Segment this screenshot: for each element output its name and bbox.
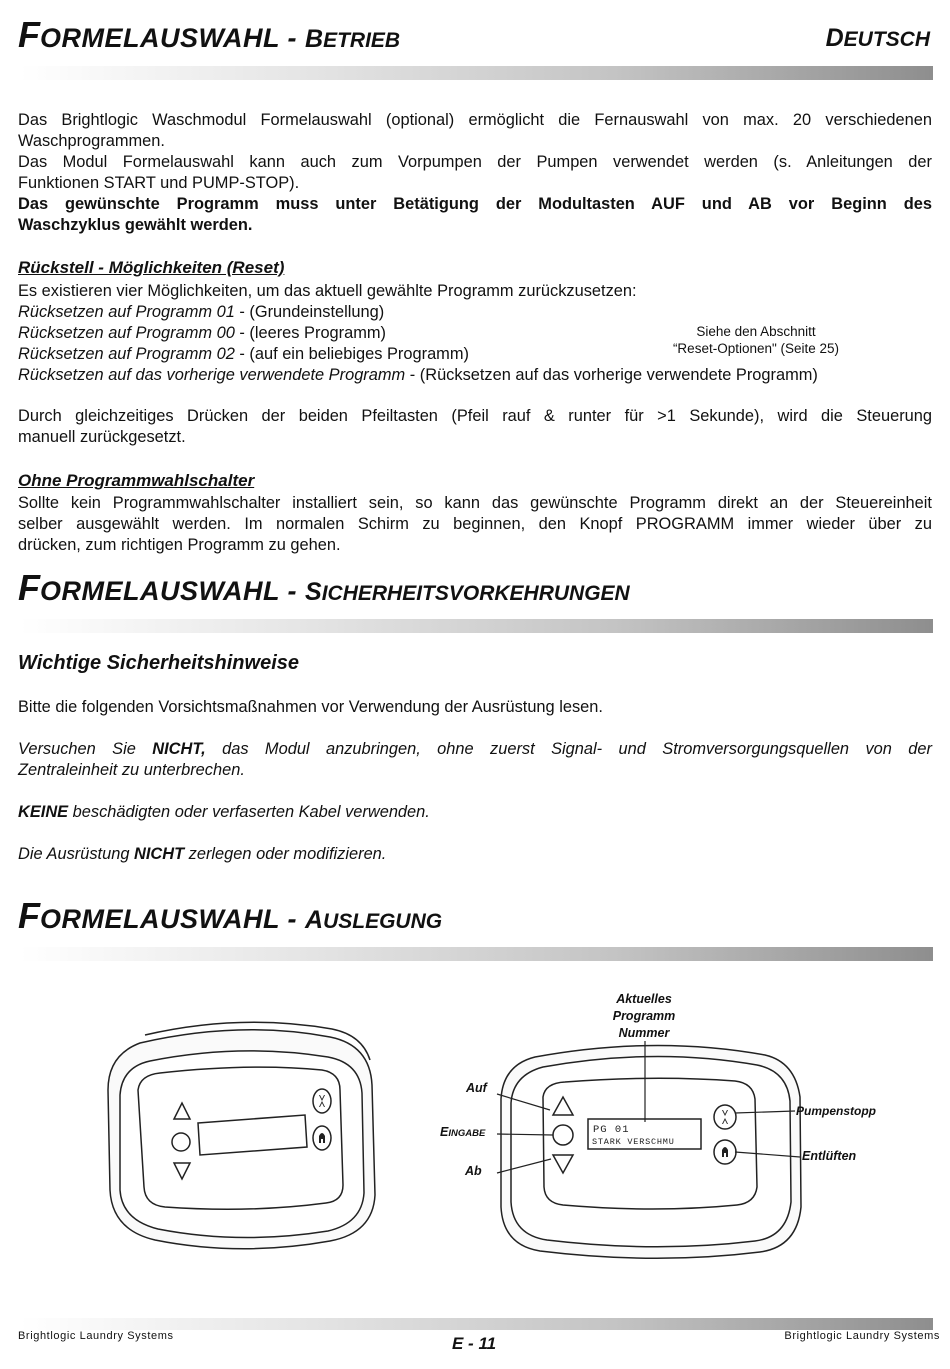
no-switch-text: Sollte kein Programmwahlschalter installiert sein, so kann das gewünschte Programm direkt an der Steuereinheit selber ausgewählt werden. Im normalen Schirm zu beginnen, den Knopf PROGRAMM immer wieder über zu drücken, zum richtigen Programm zu gehen. xyxy=(18,494,932,554)
manual-reset-text: Durch gleichzeitiges Drücken der beiden Pfeiltasten (Pfeil rauf & runter für >1 Sekunde), wird die Steuerung manuell zurückgesetzt. xyxy=(18,407,932,446)
lcd-line-1: PG 01 xyxy=(593,1124,630,1136)
safety-rule xyxy=(20,619,933,633)
safety-heading: Wichtige Sicherheitshinweise xyxy=(18,652,300,674)
reset-item: Rücksetzen auf Programm 01 - (Grundeinstellung) xyxy=(18,303,385,321)
reset-item: Rücksetzen auf Programm 00 - (leeres Programm) xyxy=(18,324,387,342)
page-number: E - 11 xyxy=(452,1334,497,1353)
header-rule xyxy=(20,66,933,80)
purge-label: Entlüften xyxy=(802,1149,857,1163)
layout-rule xyxy=(20,947,933,961)
enter-label: EINGABE xyxy=(440,1125,486,1139)
footer-left: Brightlogic Laundry Systems xyxy=(18,1330,174,1342)
page-title: FORMELAUSWAHL - BETRIEB xyxy=(18,14,401,55)
footer-rule xyxy=(20,1318,933,1330)
reset-item: Rücksetzen auf Programm 02 - (auf ein beliebiges Programm) xyxy=(18,345,469,363)
reset-item: Rücksetzen auf das vorherige verwendete Programm - (Rücksetzen auf das vorherige verwendete Programm) xyxy=(18,366,818,384)
pump-stop-label: Pumpenstopp xyxy=(796,1104,876,1118)
device-perspective-illustration xyxy=(100,1015,390,1265)
safety-title: FORMELAUSWAHL - SICHERHEITSVORKEHRUNGEN xyxy=(18,567,630,608)
down-label: Ab xyxy=(465,1164,482,1178)
layout-title: FORMELAUSWAHL - AUSLEGUNG xyxy=(18,895,443,936)
intro-text: Das Brightlogic Waschmodul Formelauswahl (optional) ermöglicht die Fernauswahl von max. 20 verschiedenen Waschprogrammen. Das Modul Formelauswahl kann auch zum Vorpumpen der Pumpen verwendet werden (s. Anleitungen der Funktionen START und PUMP-STOP). Das gewünschte Programm muss unter Betätigung der Modultasten AUF und AB vor Beginn des Waschzyklus gewählt werden. xyxy=(18,111,932,234)
reset-title: Rückstell - Möglichkeiten (Reset) xyxy=(18,258,285,277)
footer-right: Brightlogic Laundry Systems xyxy=(784,1330,940,1342)
no-switch-title: Ohne Programmwahlschalter xyxy=(18,471,255,490)
safety-text: Bitte die folgenden Vorsichtsmaßnahmen vor Verwendung der Ausrüstung lesen. Versuchen Sie NICHT, das Modul anzubringen, ohne zuerst Signal- und Stromversorgungsquellen von der Zentraleinheit zu unterbrechen. KEINE beschädigten oder verfaserten Kabel verwenden. Die Ausrüstung NICHT zerlegen oder modifizieren. xyxy=(18,698,932,863)
lcd-line-2: STARK VERSCHMU xyxy=(592,1137,675,1147)
reset-text: Es existieren vier Möglichkeiten, um das aktuell gewählte Programm zurückzusetzen: Rücksetzen auf Programm 01 - (Grundeinstellung) Rücksetzen auf Programm 00 - (leeres Programm) Rücksetzen auf Programm 02 - (auf ein beliebiges Programm) Rücksetzen auf das vorherige verwendete Programm - (Rücksetzen auf das vorherige verwendete Programm) xyxy=(18,281,932,386)
reset-note: Siehe den Abschnitt “Reset-Optionen" (Seite 25) xyxy=(672,324,840,356)
up-label: Auf xyxy=(466,1081,487,1095)
current-program-label: Aktuelles Programm Nummer xyxy=(612,992,676,1040)
device-front-illustration xyxy=(495,1037,815,1262)
language-label: DEUTSCH xyxy=(825,24,930,52)
